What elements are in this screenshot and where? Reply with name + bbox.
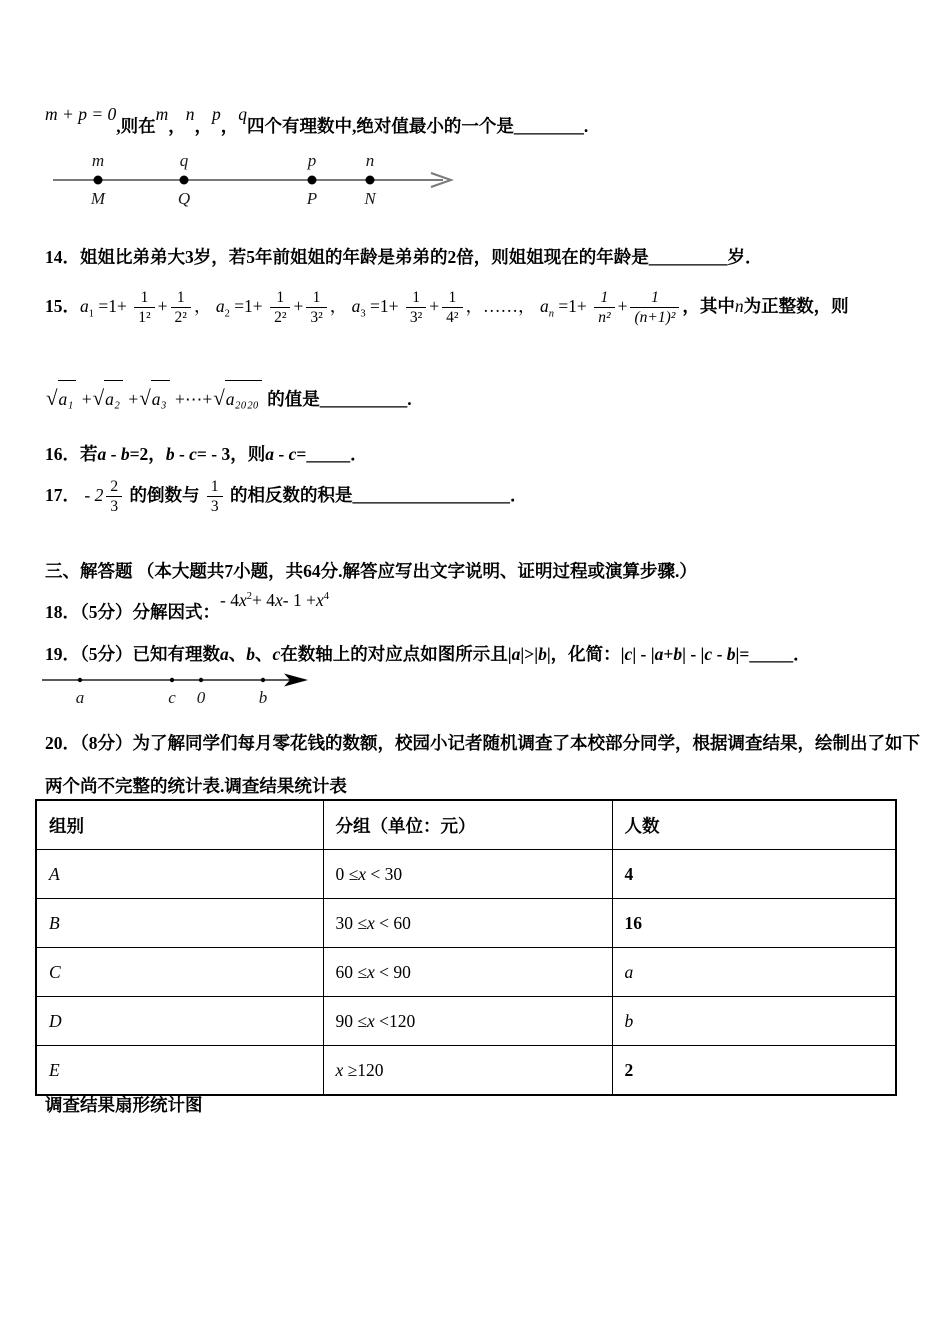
text-segment: - [273,444,289,464]
table-row [36,899,896,948]
pie-chart-caption: 调查结果扇形统计图 [45,1095,203,1115]
text-segment: a [220,644,229,664]
section-3-heading [45,558,697,584]
question-15 [45,282,849,330]
text-segment: 的值是 [267,389,320,409]
point-dot-b [261,678,265,682]
text-segment: a [97,444,107,464]
text-segment: - [174,444,190,464]
answer-blank: __________ [319,389,408,409]
text-segment: b [726,644,736,664]
text-segment: ≥120 [343,1059,384,1080]
fraction: $\frac{1}{3}$ [207,478,223,515]
number-line-figure-1 [50,150,462,210]
answer-blank: _____ [306,444,351,464]
text-segment: ， [193,296,216,316]
text-segment: + [157,296,168,316]
point-label: b [258,688,268,707]
text-segment: + [77,389,92,409]
text-segment: m [155,104,169,124]
text-segment: < 90 [374,961,411,982]
text-segment: < 60 [374,912,411,933]
text-segment: p [212,104,221,124]
sqrt-term: √a₂₀₂₀ [213,380,262,415]
text-segment: 、 [228,644,247,664]
text-segment: a [539,296,549,316]
question-13-continuation-line [45,104,589,139]
text-segment: =1+ [229,296,268,316]
text-segment: | - | [682,644,705,664]
text-segment: x [315,590,324,610]
text-segment: 17． [45,485,80,505]
range-cell [323,948,612,997]
text-segment: = - 3，则 [196,444,266,464]
text-segment: |>| [520,644,539,664]
text-segment: ． [793,644,811,664]
fraction: $\frac{1}{\text{(n+1)²}}$ [630,289,679,326]
text-segment: c [704,644,713,664]
text-segment: 90 ≤ [335,1010,367,1031]
sqrt-term: √a₁ [46,380,76,415]
text-segment: 的相反数的积是 [225,485,353,505]
text-segment: x [366,961,375,982]
range-cell [323,850,612,899]
answer-blank: __________________ [352,485,510,505]
text-segment: a [80,296,89,316]
question-number: 15． [45,296,80,316]
answer-blank: _____ [749,644,794,664]
text-segment: 16 [624,912,642,933]
text-segment: x [366,1010,375,1031]
text-segment: 2 [624,1059,634,1080]
text-segment: | - | [632,644,655,664]
point-dot-a [78,678,82,682]
question-17 [45,472,527,518]
text-segment: 两个尚不完整的统计表.调查结果统计表 [45,776,347,796]
text-segment: = [296,444,307,464]
text-segment: 四个有理数中,绝对值最小的一个是 [247,116,514,136]
group-cell: E [36,1046,323,1096]
text-segment: ， [220,116,239,136]
text-segment: - [712,644,727,664]
text-segment: a [624,961,634,982]
text-segment: < 30 [366,863,403,884]
text-segment: ,则在 [116,116,156,136]
count-cell [612,997,896,1046]
text-segment: ． [350,444,368,464]
text-segment: x [358,863,367,884]
text-segment: c [189,444,197,464]
text-segment: n [185,104,195,124]
number-line-figure-2 [40,663,330,707]
answer-blank: _________ [648,247,728,267]
text-segment: b [165,444,175,464]
count-cell [612,899,896,948]
fraction: $\frac{1}{\text{2²}}$ [270,289,290,326]
text-segment: c [272,644,281,664]
column-header-group: 组别 [36,800,323,850]
text-segment: + [617,296,628,316]
fraction: $\frac{1}{\text{4²}}$ [442,289,462,326]
point-dot-n [366,176,375,185]
group-cell: C [36,948,323,997]
text-segment: c [288,444,297,464]
text-segment: =1+ [94,296,132,316]
text-segment: ，其中 [682,296,735,316]
text-segment: 3 [360,308,366,320]
text-segment: 1 [88,308,94,320]
text-segment: b [246,644,255,664]
text-segment: - 1 + [282,590,316,610]
text-segment: x [335,1059,344,1080]
text-segment: 16．若 [45,444,98,464]
text-segment: 0 ≤ [335,863,359,884]
text-segment: 60 ≤ [335,961,367,982]
text-segment: 为正整数，则 [743,296,849,316]
text-segment: 19．（5分）已知有理数 [45,644,220,664]
point-label-top: n [365,151,375,170]
question-16 [45,441,368,467]
point-label-bottom: P [306,189,318,208]
point-label: c [168,688,176,707]
text-segment: |= [735,644,750,664]
count-cell [612,948,896,997]
point-label-bottom: Q [177,189,191,208]
count-cell [612,1046,896,1096]
answer-blank: ________ [513,116,584,136]
table-row [36,948,896,997]
point-label-top: m [91,151,105,170]
text-segment: c [624,644,633,664]
point-label: 0 [196,688,206,707]
question-20-line-1 [45,730,920,756]
text-segment: 18．（5分）分解因式： [45,602,220,622]
text-segment: + [429,296,440,316]
point-dot-m [94,176,103,185]
text-segment: ， [168,116,186,136]
group-cell: D [36,997,323,1046]
point-label-top: q [179,151,189,170]
text-segment: |，化简：| [546,644,625,664]
text-segment: ， [194,116,213,136]
text-segment: q [238,104,248,124]
fraction: $\frac{1}{\text{2²}}$ [171,289,191,326]
column-header-range: 分组（单位：元） [323,800,612,850]
group-cell: A [36,850,323,899]
section-heading-text: 三、解答题 （本大题共7小题，共64分.解答应写出文字说明、证明过程或演算步骤.） [45,561,697,581]
range-cell [323,1046,612,1096]
text-segment: 的倒数与 [125,485,204,505]
point-dot-p [308,176,317,185]
fraction: $\frac{1}{\text{1²}}$ [134,289,154,326]
point-label-bottom: N [364,189,376,208]
text-segment: =2， [129,444,166,464]
text-segment: ． [509,485,528,505]
text-segment: . [583,116,589,136]
math-formula: m + p = 0 [45,104,117,124]
text-segment: 岁． [727,247,763,267]
text-segment: x [238,590,247,610]
text-segment: =1+ [553,296,592,316]
point-dot-q [180,176,189,185]
text-segment: +⋯+ [170,389,213,409]
text-segment: <120 [374,1010,416,1031]
text-segment: + [663,644,674,664]
text-segment: =1+ [365,296,403,316]
group-cell: B [36,899,323,948]
question-14 [45,244,763,270]
fraction: $\frac{1}{\text{3²}}$ [306,289,326,326]
text-segment: ， [329,296,352,316]
fraction: $\frac{1}{\text{n²}}$ [594,289,614,326]
point-label: a [75,688,85,707]
text-segment: a [265,444,274,464]
text-segment: a [511,644,521,664]
text-segment: n [548,308,554,320]
text-segment: a [351,296,361,316]
text-segment: x [274,590,283,610]
text-segment: 20．（8分）为了解同学们每月零花钱的数额，校园小记者随机调查了本校部分同学，根据调查结果，绘制出了如下 [45,733,920,753]
text-segment: 30 ≤ [335,912,367,933]
text-segment: - 2 [80,485,104,505]
text-segment: 、 [255,644,273,664]
question-15-sqrt-line [45,380,412,415]
table-row [36,997,896,1046]
text-segment: x [366,912,375,933]
text-segment: 4 [624,863,634,884]
text-segment: ，……， [465,296,540,316]
text-segment: a [215,296,225,316]
sqrt-term: √a₂ [93,380,123,415]
question-20-line-2 [45,773,347,799]
text-segment: 14．姐姐比弟弟大3岁，若5年前姐姐的年龄是弟弟的2倍，则姐姐现在的年龄是 [45,247,649,267]
column-header-count: 人数 [612,800,896,850]
text-segment: + [124,389,139,409]
table-row [36,850,896,899]
text-segment: b [673,644,683,664]
count-cell [612,850,896,899]
text-segment: b [538,644,547,664]
table-header-row [36,800,896,850]
text-segment: 2 [224,308,230,320]
text-segment: + 4 [251,590,275,610]
fraction: $\frac{2}{3}$ [106,478,122,515]
table-row [36,1046,896,1096]
sqrt-term: √a₃ [139,380,169,415]
text-segment: 在数轴上的对应点如图所示且| [280,644,512,664]
text-segment: a [654,644,664,664]
text-segment: - [106,444,121,464]
text-segment: . [407,389,412,409]
point-dot-c [170,678,174,682]
text-segment: - 4 [220,590,239,610]
fraction: $\frac{1}{\text{3²}}$ [406,289,426,326]
point-label-bottom: M [90,189,106,208]
text-segment: b [120,444,130,464]
survey-results-table [35,799,897,1096]
point-label-top: p [307,151,317,170]
point-dot-0 [199,678,203,682]
text-segment: + [293,296,304,316]
text-segment: n [734,296,744,316]
range-cell [323,997,612,1046]
text-segment: b [624,1010,634,1031]
range-cell [323,899,612,948]
question-18: 18．（5分）分解因式：- 4x2+ 4x- 1 +x4 [45,599,329,625]
